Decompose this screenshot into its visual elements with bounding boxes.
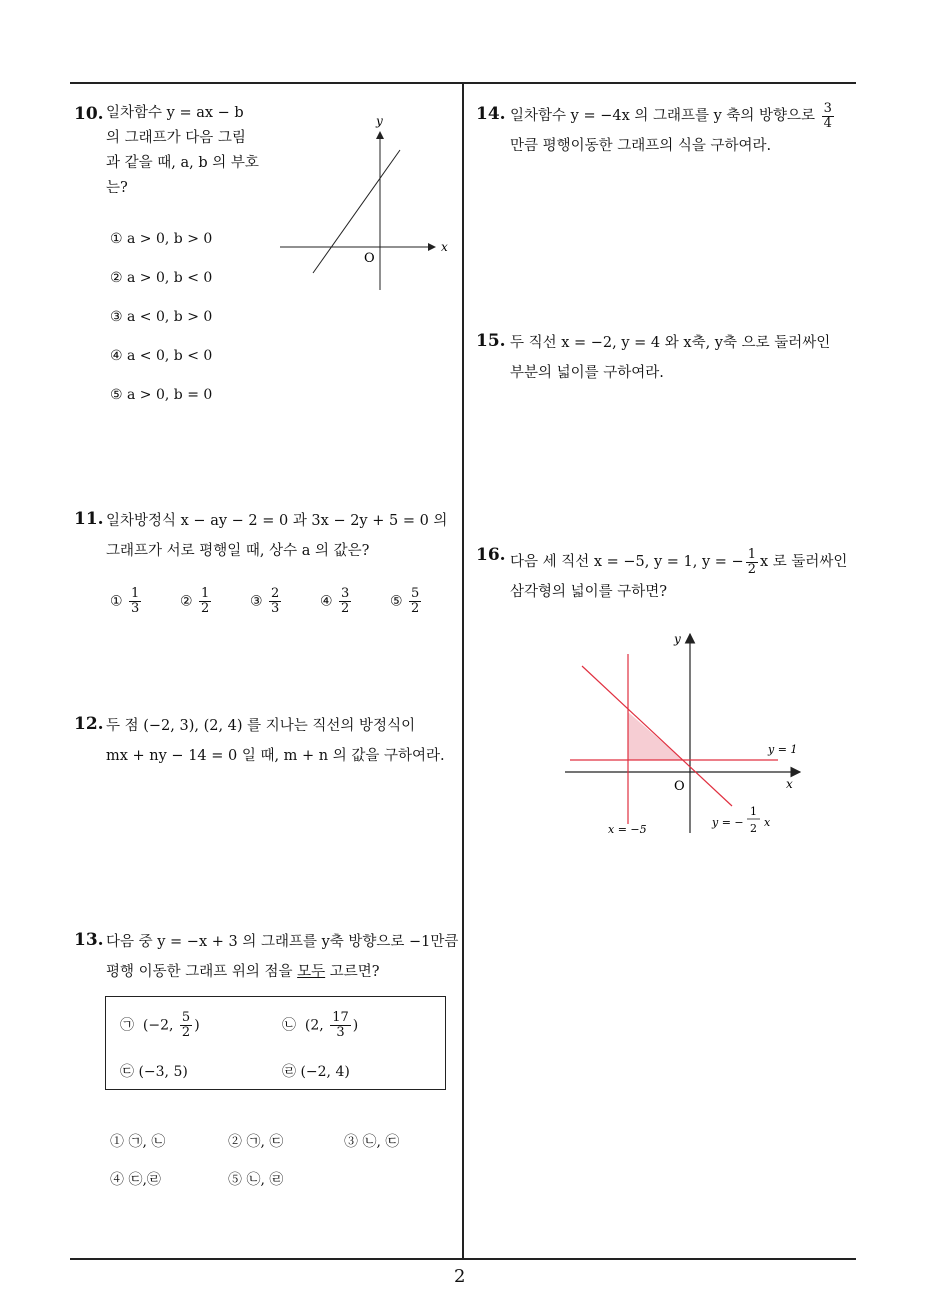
choice-box <box>105 996 446 1090</box>
line-y-minus-half-x <box>582 666 732 806</box>
option-5[interactable]: ⑤ ㉡, ㉣ <box>228 1172 284 1188</box>
option-5[interactable]: ⑤ a > 0, b = 0 <box>110 387 213 403</box>
x-label: x <box>441 240 448 254</box>
fraction: $\frac{3}{4}$ <box>823 100 832 131</box>
option-4[interactable] <box>320 587 353 616</box>
label-line-pre: y = − <box>712 816 744 829</box>
origin-label: O <box>364 251 375 266</box>
question-text <box>106 101 266 201</box>
label-y1: y = 1 <box>768 743 798 756</box>
y-label: y <box>376 114 383 128</box>
question-number: 15. <box>476 331 506 351</box>
fraction: $\frac{3}{2}$ <box>341 586 350 616</box>
question-number: 10. <box>74 104 104 124</box>
column-divider <box>462 82 464 1258</box>
fraction: $\frac{1}{3}$ <box>131 586 140 616</box>
graph-q10 <box>275 110 455 300</box>
question-text <box>510 547 860 607</box>
option-2[interactable]: ② ㉠, ㉢ <box>228 1134 284 1150</box>
option-5[interactable] <box>390 587 423 616</box>
choice-d: ㉣ (−2, 4) <box>282 1064 350 1080</box>
text-line: 일차방정식 x − ay − 2 = 0 과 3x − 2y + 5 = 0 의 <box>106 513 448 529</box>
choice-a: ㉠ (−2, $\frac{5}{2}$ ) <box>120 1010 200 1040</box>
question-text <box>106 711 456 771</box>
question-number: 16. <box>476 545 506 565</box>
question-text <box>106 927 462 987</box>
option-4[interactable]: ④ a < 0, b < 0 <box>110 348 213 364</box>
option-1[interactable]: ① ㉠, ㉡ <box>110 1134 166 1150</box>
text-line: 과 같을 때, a, b 의 부호 <box>106 155 259 171</box>
text-line: 의 그래프가 다음 그림 <box>106 130 246 146</box>
label-line-num: 1 <box>750 805 757 818</box>
option-4[interactable]: ④ ㉢,㉣ <box>110 1172 161 1188</box>
graph-q16 <box>560 628 810 848</box>
text-line: 만큼 평행이동한 그래프의 식을 구하여라. <box>510 138 772 154</box>
fraction: $\frac{1}{2}$ <box>747 546 756 577</box>
label-x5: x = −5 <box>608 823 647 836</box>
question-number: 14. <box>476 104 506 124</box>
question-number: 13. <box>74 930 104 950</box>
text-line: 부분의 넓이를 구하여라. <box>510 365 664 381</box>
fraction: $\frac{5}{2}$ <box>411 586 420 616</box>
y-label: y <box>674 632 681 646</box>
underlined-word: 모두 <box>297 964 326 980</box>
option-3[interactable]: ③ ㉡, ㉢ <box>344 1134 400 1150</box>
option-3[interactable] <box>250 587 283 616</box>
question-number: 12. <box>74 714 104 734</box>
question-text <box>106 506 456 566</box>
fraction: $\frac{1}{2}$ <box>201 586 210 616</box>
text-line: 그래프가 서로 평행일 때, 상수 a 의 값은? <box>106 543 370 559</box>
text-line: 일차함수 y = ax − b <box>106 105 244 121</box>
x-label: x <box>786 777 793 791</box>
choice-b: ㉡ (2, $\frac{17}{3}$ ) <box>282 1010 359 1040</box>
label-line-den: 2 <box>750 822 757 835</box>
choice-c: ㉢ (−3, 5) <box>120 1064 188 1080</box>
text-line: 평행 이동한 그래프 위의 점을 모두 고르면? <box>106 964 380 980</box>
option-mark: ④ <box>320 593 333 610</box>
page-number: 2 <box>454 1266 466 1287</box>
option-2[interactable] <box>180 587 213 616</box>
option-mark: ⑤ <box>390 593 403 610</box>
option-mark: ③ <box>250 593 263 610</box>
text-line: 는? <box>106 180 128 196</box>
text-line: 두 점 (−2, 3), (2, 4) 를 지나는 직선의 방정식이 <box>106 718 416 734</box>
option-mark: ① <box>110 593 123 610</box>
option-3[interactable]: ③ a < 0, b > 0 <box>110 309 213 325</box>
graph-line <box>313 150 400 273</box>
text-line: 다음 중 y = −x + 3 의 그래프를 y축 방향으로 −1만큼 <box>106 934 459 950</box>
question-text <box>510 101 860 161</box>
bottom-rule <box>70 1258 856 1260</box>
text-line: 삼각형의 넓이를 구하면? <box>510 584 668 600</box>
text-line: mx + ny − 14 = 0 일 때, m + n 의 값을 구하여라. <box>106 748 445 764</box>
text-line: 다음 세 직선 x = −5, y = 1, y = − $\frac{1}{2}$ x 로 둘러싸인 <box>510 546 848 577</box>
fraction: $\frac{2}{3}$ <box>271 586 280 616</box>
option-mark: ② <box>180 593 193 610</box>
question-text <box>510 328 860 388</box>
option-2[interactable]: ② a > 0, b < 0 <box>110 270 213 286</box>
question-number: 11. <box>74 509 104 529</box>
option-1[interactable]: ① a > 0, b > 0 <box>110 231 213 247</box>
origin-label: O <box>674 779 685 794</box>
text-line: 일차함수 y = −4x 의 그래프를 y 축의 방향으로 $\frac{3}{4}$ <box>510 100 832 131</box>
text-line: 두 직선 x = −2, y = 4 와 x축, y축 으로 둘러싸인 <box>510 335 831 351</box>
option-1[interactable] <box>110 587 143 616</box>
label-line-post: x <box>764 816 771 829</box>
